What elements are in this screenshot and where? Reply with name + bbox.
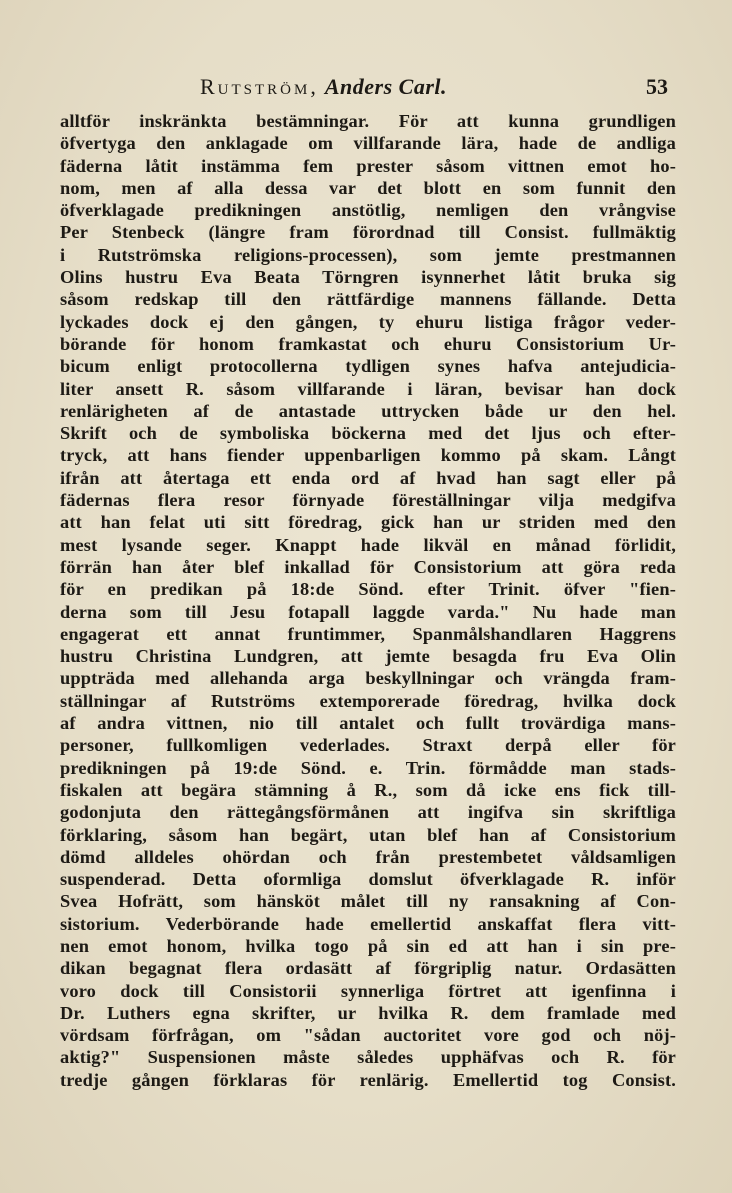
- text-line: renlärigheten af de antastade uttrycken både ur den hel.: [60, 400, 676, 421]
- text-line: Olins hustru Eva Beata Törngren isynnerhet låtit bruka sig: [60, 267, 676, 288]
- text-line: för en predikan på 18:de Sönd. efter Trinit. öfver "fien-: [60, 579, 676, 600]
- text-line: i Rutströmska religions-processen), som jemte prestmannen: [60, 244, 676, 265]
- text-line: fiskalen att begära stämning å R., som då icke ens fick till-: [60, 779, 676, 800]
- body-text: [60, 110, 676, 1091]
- text-line: voro dock till Consistorii synnerliga förtret att igenfinna i: [60, 980, 676, 1001]
- text-line: fädernas flera resor förnyade föreställningar vilja medgifva: [60, 490, 676, 511]
- text-line: Per Stenbeck (längre fram förordnad till Consist. fullmäktig: [60, 222, 676, 243]
- text-line: dömd alldeles ohördan och från prestembetet våldsamligen: [60, 846, 676, 867]
- text-line: fäderna låtit instämma fem prester såsom vittnen emot ho-: [60, 155, 676, 176]
- text-line: godonjuta den rättegångsförmånen att ingifva sin skriftliga: [60, 802, 676, 823]
- text-line: alltför inskränkta bestämningar. För att kunna grundligen: [60, 111, 676, 131]
- text-line: bicum enligt protocollerna tydligen synes hafva antejudicia-: [60, 356, 676, 377]
- text-line: aktig?" Suspensionen måste således upphäfvas och R. för: [60, 1047, 676, 1068]
- text-line: börande för honom framkastat och ehuru Consistorium Ur-: [60, 333, 676, 354]
- text-line: liter ansett R. såsom villfarande i läran, bevisar han dock: [60, 378, 676, 399]
- text-line: nen emot honom, hvilka togo på sin ed att han i sin pre-: [60, 935, 676, 956]
- text-line: tryck, att hans fiender uppenbarligen kommo på skam. Långt: [60, 445, 676, 466]
- text-line: predikningen på 19:de Sönd. e. Trin. förmådde man stads-: [60, 757, 676, 778]
- running-head-given-name: Anders Carl.: [324, 74, 448, 99]
- text-line: lyckades dock ej den gången, ty ehuru listiga frågor veder-: [60, 311, 676, 332]
- text-line: såsom redskap till den rättfärdige mannens fällande. Detta: [60, 289, 676, 310]
- text-line: Svea Hofrätt, som hänsköt målet till ny ransakning af Con-: [60, 891, 676, 912]
- text-line: suspenderad. Detta oformliga domslut öfverklagade R. inför: [60, 869, 676, 890]
- running-head: [200, 74, 447, 100]
- text-line: öfvertyga den anklagade om villfarande lära, hade de andliga: [60, 133, 676, 154]
- text-line: nom, men af alla dessa var det blott en som funnit den: [60, 177, 676, 198]
- text-line: engagerat ett annat fruntimmer, Spanmålshandlaren Haggrens: [60, 623, 676, 644]
- text-line: af andra vittnen, nio till antalet och fullt trovärdiga mans-: [60, 713, 676, 734]
- text-line: derna som till Jesu fotapall laggde varda." Nu hade man: [60, 601, 676, 622]
- page-header: [60, 66, 668, 100]
- text-line: personer, fullkomligen vederlades. Straxt derpå eller för: [60, 735, 676, 756]
- text-line: uppträda med allehanda arga beskyllningar och vrängda fram-: [60, 668, 676, 689]
- text-line: ifrån att återtaga ett enda ord af hvad han sagt eller på: [60, 467, 676, 488]
- text-line: sistorium. Vederbörande hade emellertid anskaffat flera vitt-: [60, 913, 676, 934]
- text-line: förrän han åter blef inkallad för Consistorium att göra reda: [60, 556, 676, 577]
- text-line: hustru Christina Lundgren, att jemte besagda fru Eva Olin: [60, 646, 676, 667]
- text-line: att han felat uti sitt föredrag, gick han ur striden med den: [60, 512, 676, 533]
- text-line: dikan begagnat flera ordasätt af förgriplig natur. Ordasätten: [60, 958, 676, 979]
- text-line: Dr. Luthers egna skrifter, ur hvilka R. dem framlade med: [60, 1002, 676, 1023]
- page-number: 53: [646, 74, 668, 99]
- text-line: vördsam förfrågan, om "sådan auctoritet vore god och nöj-: [60, 1025, 676, 1046]
- text-line: förklaring, såsom han begärt, utan blef han af Consistorium: [60, 824, 676, 845]
- text-line: öfverklagade predikningen anstötlig, nemligen den vrångvise: [60, 200, 676, 221]
- text-line: Skrift och de symboliska böckerna med det ljus och efter-: [60, 423, 676, 444]
- running-head-surname: Rutström,: [200, 74, 319, 99]
- text-line: ställningar af Rutströms extemporerade föredrag, hvilka dock: [60, 690, 676, 711]
- text-line: mest lysande seger. Knappt hade likväl en månad förlidit,: [60, 534, 676, 555]
- text-line: tredje gången förklaras för renlärig. Emellertid tog Consist.: [60, 1069, 676, 1090]
